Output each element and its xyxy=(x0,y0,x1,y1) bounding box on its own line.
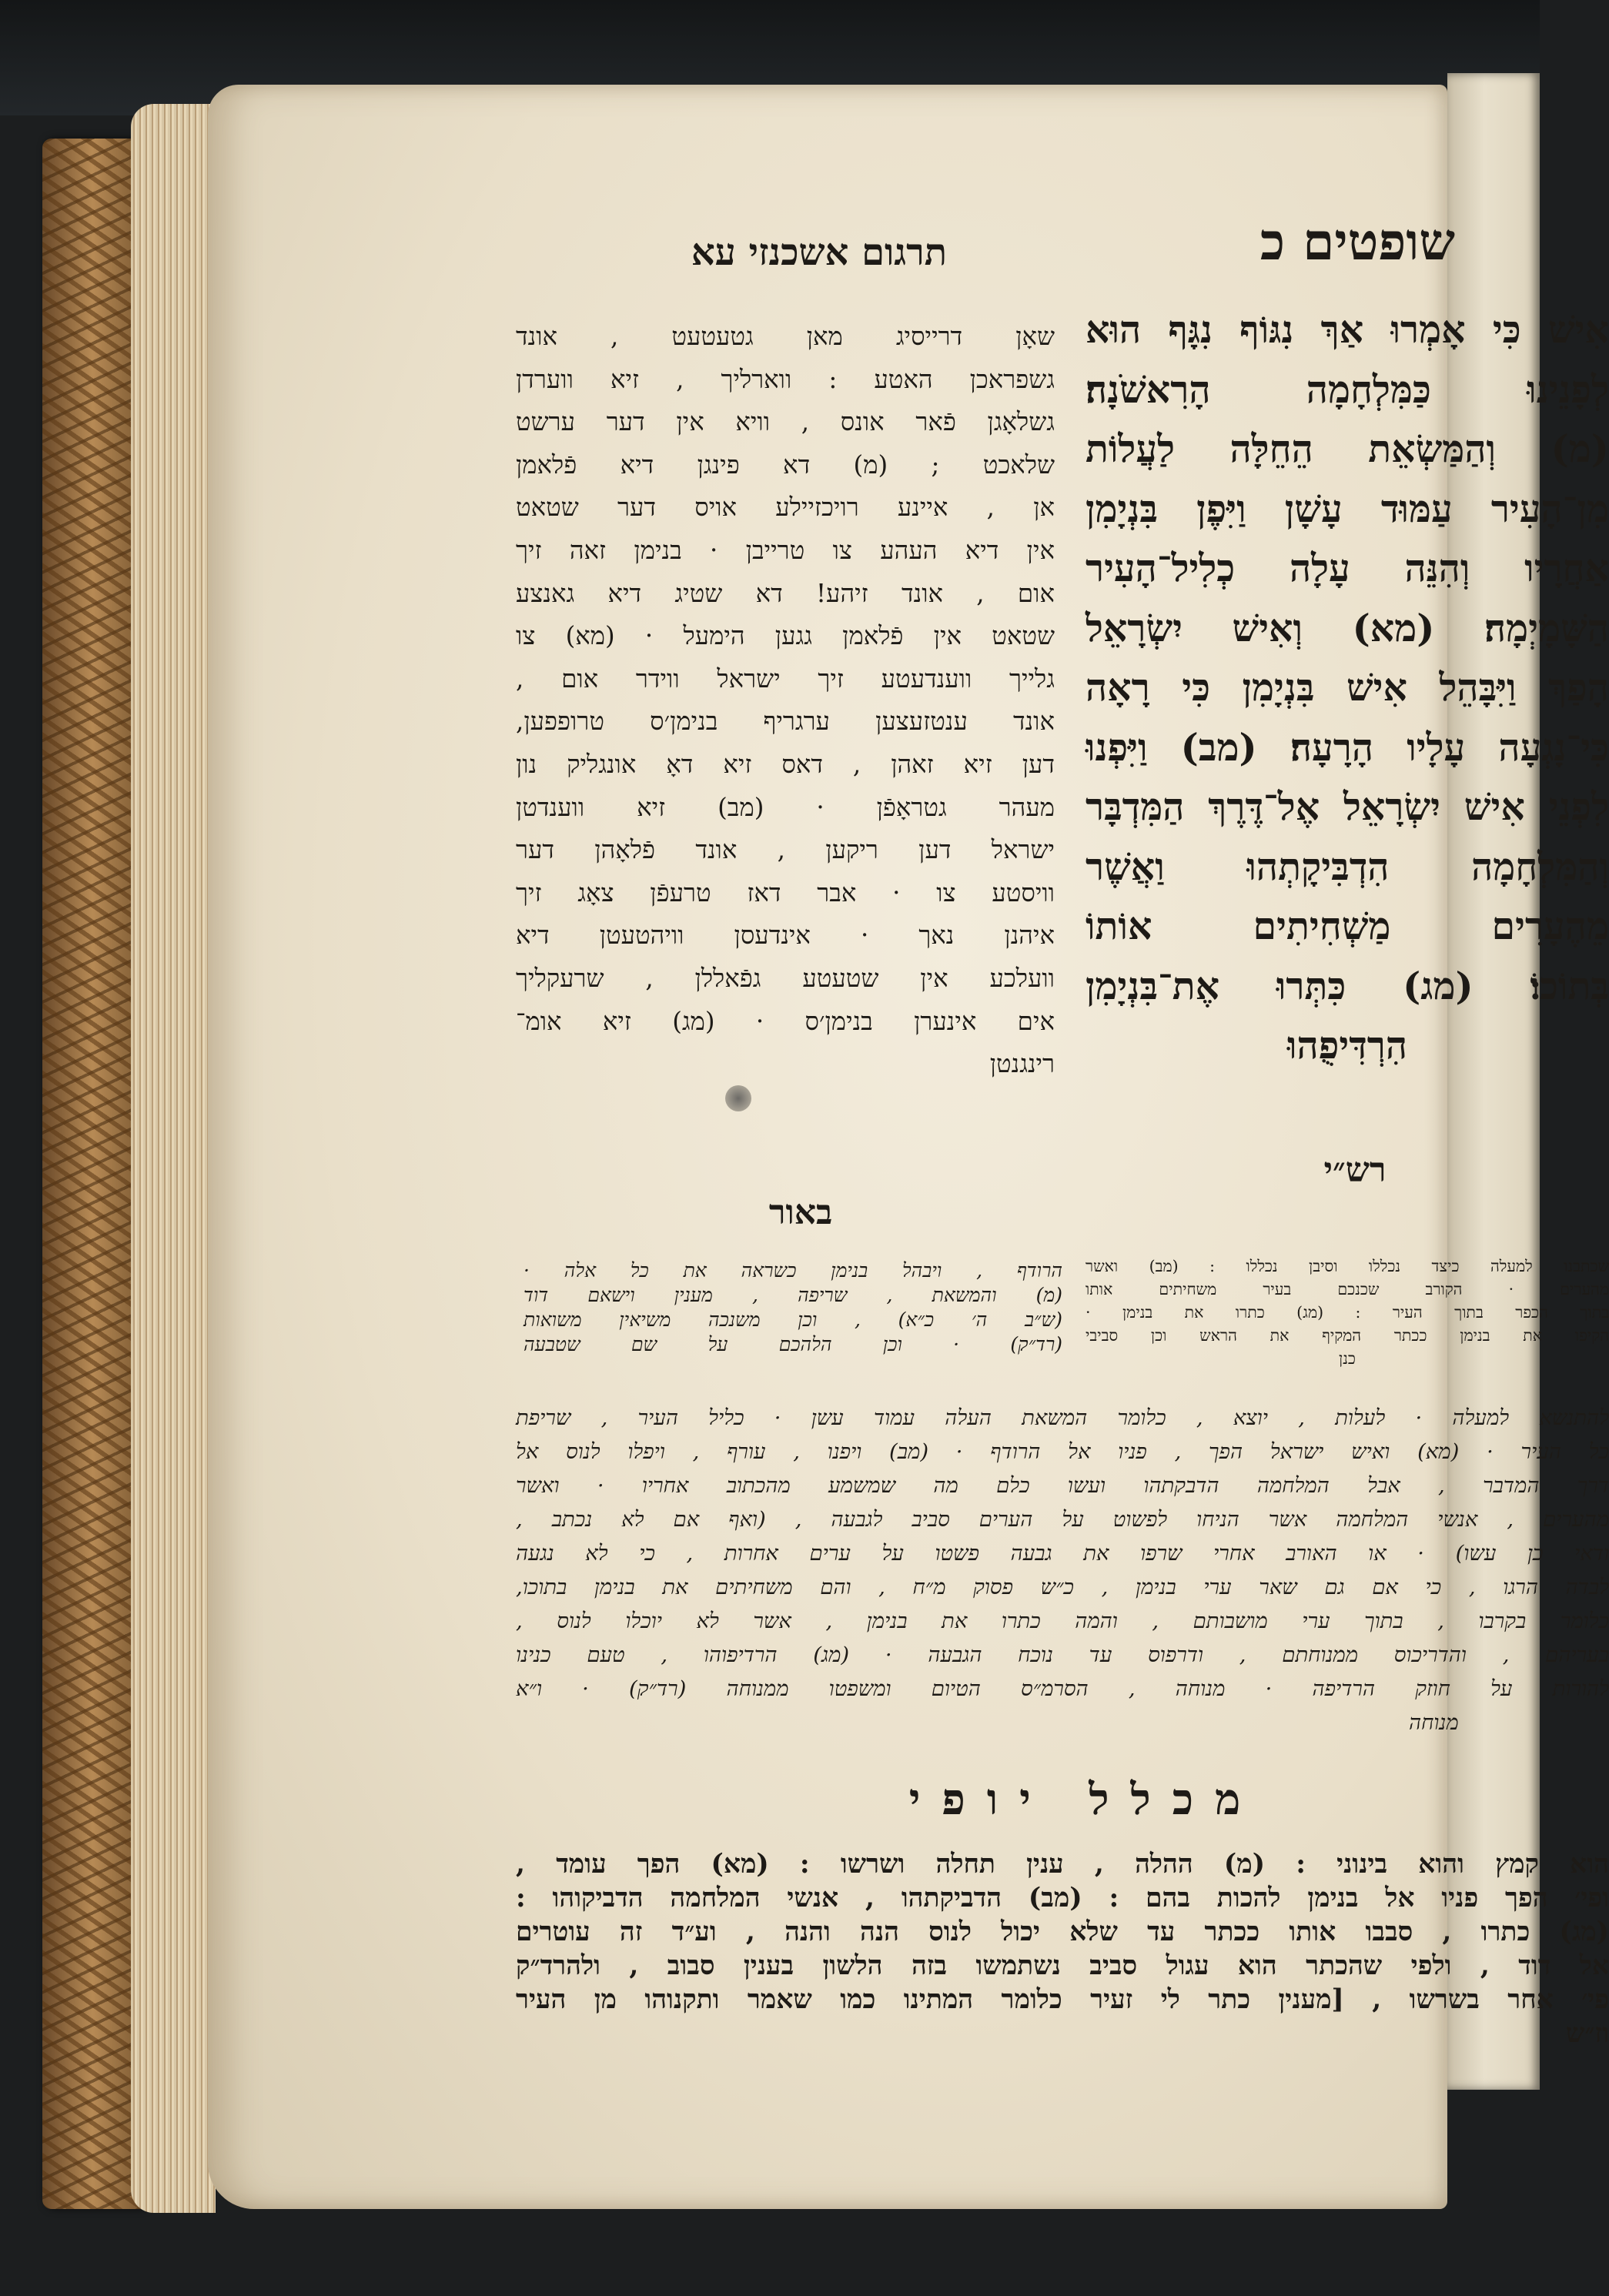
text-line: אן , איינע רויכזיילע אויס דער שטאט xyxy=(516,493,1055,523)
text-line: לבדה הרגו , כי אם גם שאר ערי בנימן , כ״ש פסוק מ״ח , והם משחיתים את בנימן בתוכו, xyxy=(516,1575,1609,1599)
text-line: הַשָּׁמָיְמָה׃ (מא) וְאִישׁ יִשְׂרָאֵל xyxy=(1085,605,1609,650)
text-line: מעהר גטראָפֿן · (מב) זיא ווענדטן xyxy=(516,792,1055,822)
text-line: וז״ש xyxy=(1566,2018,1609,2049)
text-line: הוא קמץ והוא בינוני : (מ) ההלה , ענין תחלה ושרשו : (מא) הפך עומד , xyxy=(516,1849,1609,1880)
text-line: אִישׁ כִּי אָמְרוּ אַךְ נִגּוֹף נִגָּף הוּא xyxy=(1085,307,1609,352)
text-line: שטאט אין פֿלאמן גגען הימעל · (מא) צו xyxy=(516,621,1055,651)
rashi-commentary xyxy=(1085,1255,1609,1370)
text-line: גשפראכן האטע : ווארליך , זיא ווערדן xyxy=(516,364,1055,394)
hebrew-verse-column xyxy=(1085,300,1609,1076)
mikhlol-yofi-heading: מכלל יופי xyxy=(908,1774,1263,1825)
text-line: הִרְדִּיפֻהוּ xyxy=(1286,1023,1408,1068)
text-line: לְפָנֵינוּ כַּמִּלְחָמָה הָרִאשֹׁנָה׃ xyxy=(1085,366,1609,412)
text-line: אום , אונד זיהע! דא שטיג דיא גאנצע xyxy=(516,578,1055,608)
text-line: מהערים , אנשי המלחמה אשר הניחו לפשוט על הערים סביב לגבעה , (ואף אם לא נכתב , xyxy=(516,1507,1609,1532)
text-line: וועלכע אין שטעטע גפֿאללן , שרעקליך xyxy=(516,963,1055,993)
text-line: אים אינערן בנימן׳ס · (מג) זיא אומ־ xyxy=(516,1006,1055,1036)
text-line: שאָן דרייסיג מאן גטעטעט , אונד xyxy=(516,322,1055,351)
text-line: מֵהֶעָרִים מַשְׁחִיתִים אוֹתוֹ xyxy=(1085,904,1609,948)
text-line: שכתבנו למעלה כיצד נכללו וסיבן נכללו : (מב) ואשר xyxy=(1085,1257,1609,1275)
text-line: כל העיר · (מא) ואיש ישראל הפך , פניו אל הרודף · (מב) ויפנו , עורף , ויפלו לנוס אל xyxy=(516,1439,1609,1464)
marbled-cover xyxy=(42,139,142,2209)
text-line: אין דיא העהע צו טרייבן · בנימן זאה זיך xyxy=(516,535,1055,565)
text-line: (מג) כתרו , סבבו אותו ככתר עד שלא יכול לנוס הנה והנה , וע״ד זה עוטרים xyxy=(516,1917,1609,1947)
text-line: וְהַמִּלְחָמָה הִדְבִּיקָתְהוּ וַאֲשֶׁר xyxy=(1085,844,1609,889)
text-line: (מ) וְהַמַּשְׂאֵת הֵחֵלָּה לַעֲלוֹת xyxy=(1085,426,1609,471)
text-line: ודאי כן עשו) · או האורב אחרי שרפו את גבעה פשטו על ערים אחרות , כי לא נגעה xyxy=(516,1541,1609,1566)
page-edges xyxy=(131,104,216,2213)
mikhlol-yofi-commentary xyxy=(516,1847,1609,2050)
text-line: ישראל דען ריקען , אונד פֿלאָהן דער xyxy=(516,835,1055,865)
beur-commentary xyxy=(524,1258,1062,1357)
text-line: דען זיא זאהן , דאס זיא דאָ אונגליק נון xyxy=(516,749,1055,779)
text-line: מנוחה xyxy=(1409,1710,1459,1735)
rashi-heading: רש״י xyxy=(1323,1151,1387,1190)
running-head-right: שופטים כ xyxy=(1259,212,1455,272)
text-line: פי׳ אחר בשרשו , [מענין כתר לי זעיר כלומר המתינו כמו שאמר ותקנוהו מן העיר xyxy=(516,1984,1609,2015)
book-page xyxy=(208,85,1609,2209)
text-line: אונד ענטזעצען ערגריף בנימן׳ס טרופפען, xyxy=(516,707,1055,737)
text-line: הקיפו את בנימן ככתר המקיף את הראש וכן סביבי xyxy=(1085,1326,1609,1345)
text-line: הָפַךְ וַיִּבָּהֵל אִישׁ בִּנְיָמִן כִּי רָאָה xyxy=(1085,665,1609,710)
text-line: בְּתוֹכוֹ׃ (מג) כִּתְּרוּ אֶת־בִּנְיָמִן xyxy=(1085,963,1609,1008)
text-line: בתוך הכפר בתוך העיר : (מג) כתרו את בנימן · xyxy=(1085,1303,1609,1322)
text-line: שלאכט ; (מ) דא פינגן דיא פֿלאמן xyxy=(516,450,1055,480)
running-head-left: תרגום אשכנזי עא xyxy=(691,231,947,274)
text-line: דרך המדבר , אבל המלחמה הדבקתהו ועשו כלם מה שמשמע מהכתוב אחריו · ואשר xyxy=(516,1473,1609,1498)
text-line: להתנשא למעלה · לעלות , יוצא , כלומר המשאת העלה עמוד עשן · כליל העיר , שריפת xyxy=(516,1405,1609,1430)
text-line: גשלאָגן פֿאר אונס , וויא אין דער ערשט xyxy=(516,407,1055,437)
text-line: מִן־הָעִיר עַמּוּד עָשָׁן וַיִּפֶן בִּנְיָמִן xyxy=(1085,486,1609,531)
text-line: מהערים · הקורב שכנכם בעיר משחיתים אותו xyxy=(1085,1280,1609,1298)
beur-commentary-continued xyxy=(516,1401,1609,1740)
ink-spot xyxy=(725,1085,751,1111)
text-line: כִּי־נָגְעָה עָלָיו הָרָעָה׃ (מב) וַיִּפְנוּ xyxy=(1085,724,1609,770)
text-line: ופי׳ הפך פניו אל בנימן להכות בהם : (מב) הדביקתהו , אנשי המלחמה הדביקוהו : xyxy=(516,1883,1609,1913)
text-line: כנן xyxy=(1339,1349,1356,1368)
text-line: לִפְנֵי אִישׁ יִשְׂרָאֵל אֶל־דֶּרֶךְ הַמִּדְבָּר xyxy=(1085,784,1609,829)
text-line: אַחֲרָיו וְהִנֵּה עָלָה כְלִיל־הָעִיר xyxy=(1085,546,1609,590)
text-line: כלומר בקרבו , בתוך ערי מושבותם , והמה כתרו את בנימן , אשר לא יוכלו לנוס , xyxy=(516,1609,1609,1633)
text-line: איהנן נאך · אינדעסן וויהטעטן דיא xyxy=(516,921,1055,951)
text-line: (מ) והמשאת , שריפה , מענין וישאם דוד xyxy=(524,1284,1062,1306)
text-line: אל דוד , ולפי שהכתר הוא עגול סביב נשתמשו בזה הלשון בענין סבוב , ולהרד״ק xyxy=(516,1950,1609,1981)
text-line: בעריהם , והדריכוס ממנוחתם , ודרפוס עד נוכח הגבעה · (מג) הרדיפוהו , טעם כנינו xyxy=(516,1643,1609,1667)
text-line: רינגנטן xyxy=(989,1049,1055,1079)
text-line: (ש״ב ה׳ כ״א) , וכן משנכה משיאין משואות xyxy=(524,1308,1062,1331)
text-line: (רד״ק) · וכן הלהכם על שם שטבעה xyxy=(524,1333,1062,1355)
text-line: וויסטע צו · אבר דאז טרעפֿן צאָג זיך xyxy=(516,877,1055,907)
text-line: להורות על חוזק הרדיפה · מנוחה , הסרמ״ס הטיום ומשפטו ממנוחה (רד״ק) · ו״א xyxy=(516,1676,1609,1701)
yiddish-translation-column xyxy=(516,316,1055,1086)
text-line: גלייך ווענדעטע זיך ישראל ווידר אום , xyxy=(516,663,1055,693)
text-line: הרודף , ויבהל בנימן כשראה את כל אלה · xyxy=(524,1259,1062,1282)
beur-heading: באור xyxy=(768,1193,833,1232)
